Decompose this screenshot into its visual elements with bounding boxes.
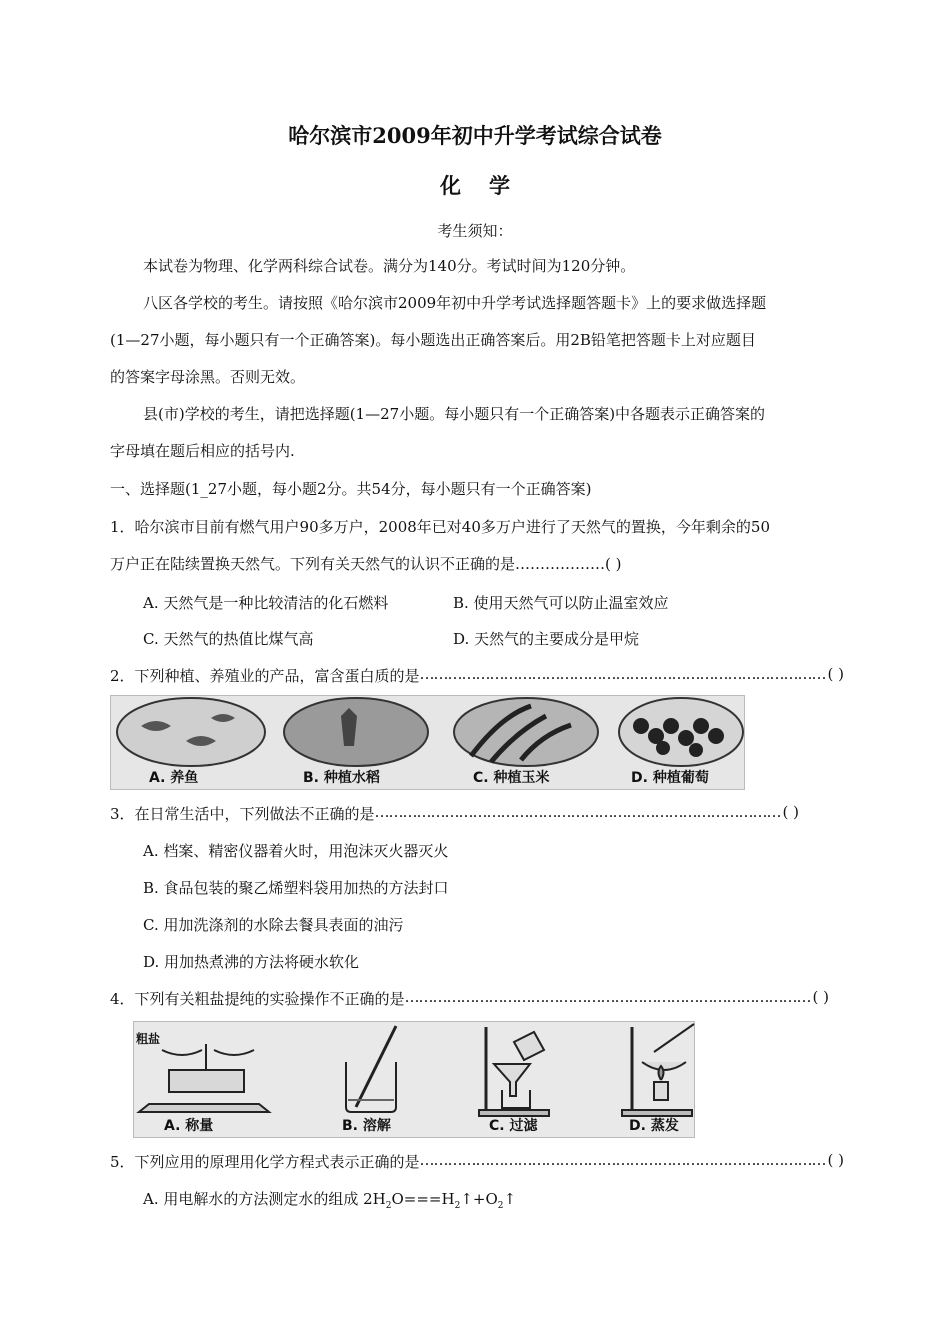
equation-part: ↑+O xyxy=(460,1190,498,1208)
notice-heading: 考生须知： xyxy=(437,222,513,240)
q4-leader-dots: …………………………………………………………………………… xyxy=(404,988,811,1006)
q4-figure xyxy=(133,1021,695,1138)
q4-label-a: A. 称量 xyxy=(164,1118,214,1134)
section-heading: 一、选择题(1_27小题，每小题2分。共54分，每小题只有一个正确答案) xyxy=(110,480,592,498)
q4-label-b: B. 溶解 xyxy=(342,1118,391,1134)
q2-figure xyxy=(110,695,745,790)
q5-option-a-text: A. 用电解水的方法测定水的组成 2H xyxy=(143,1190,386,1208)
q4-label-d: D. 蒸发 xyxy=(629,1118,679,1134)
q3-stem-text: 3．在日常生活中，下列做法不正确的是 xyxy=(110,805,375,823)
instruction-p3-line2: 字母填在题后相应的括号内. xyxy=(110,442,295,460)
q5-leader-dots: …………………………………………………………………………… xyxy=(419,1151,826,1169)
q1-stem-line2: 万户正在陆续置换天然气。下列有关天然气的认识不正确的是………………( ) xyxy=(110,555,622,573)
q1-option-b: B. 使用天然气可以防止温室效应 xyxy=(453,594,669,612)
q2-label-b: B. 种植水稻 xyxy=(303,770,380,786)
q4-label-c: C. 过滤 xyxy=(489,1118,538,1134)
q3-option-a: A. 档案、精密仪器着火时，用泡沫灭火器灭火 xyxy=(143,842,449,860)
q3-stem xyxy=(110,803,800,824)
q3-option-d: D. 用加热煮沸的方法将硬水软化 xyxy=(143,953,360,971)
page-title: 哈尔滨市2009年初中升学考试综合试卷 xyxy=(288,123,662,148)
fish-pond-image xyxy=(117,698,265,766)
q2-stem xyxy=(110,665,845,686)
q2-label-a: A. 养鱼 xyxy=(149,770,199,786)
q1-option-a: A. 天然气是一种比较清洁的化石燃料 xyxy=(143,594,389,612)
q3-option-b: B. 食品包装的聚乙烯塑料袋用加热的方法封口 xyxy=(143,879,449,897)
balance-icon xyxy=(139,1044,269,1112)
evaporation-icon xyxy=(622,1024,694,1116)
subscript: 2 xyxy=(454,1201,461,1211)
instruction-p2-line1: 八区各学校的考生。请按照《哈尔滨市2009年初中升学考试选择题答题卡》上的要求做选择题 xyxy=(143,294,767,312)
instruction-p2-line2: (1—27小题，每小题只有一个正确答案)。每小题选出正确答案后。用2B铅笔把答题卡上对应题目 xyxy=(110,331,756,349)
subject-title: 化学 xyxy=(440,173,538,198)
q4-corner-label: 粗盐 xyxy=(136,1032,161,1046)
q2-label-c: C. 种植玉米 xyxy=(473,770,550,786)
equation-part: ↑ xyxy=(503,1190,517,1208)
q5-stem xyxy=(110,1151,845,1172)
q5-stem-text: 5．下列应用的原理用化学方程式表示正确的是 xyxy=(110,1153,420,1171)
q1-option-c: C. 天然气的热值比煤气高 xyxy=(143,630,314,648)
q1-option-d: D. 天然气的主要成分是甲烷 xyxy=(453,630,640,648)
equation-part: O===H xyxy=(391,1190,455,1208)
subscript: 2 xyxy=(385,1201,392,1211)
q4-stem-text: 4．下列有关粗盐提纯的实验操作不正确的是 xyxy=(110,990,405,1008)
q3-leader-dots: …………………………………………………………………………… xyxy=(374,803,781,821)
instruction-p1: 本试卷为物理、化学两科综合试卷。满分为140分。考试时间为120分钟。 xyxy=(143,257,636,275)
q4-stem xyxy=(110,988,830,1009)
rice-field-image xyxy=(284,698,428,766)
q3-answer-paren: ( ) xyxy=(782,803,800,821)
instruction-p3-line1: 县(市)学校的考生，请把选择题(1—27小题。每小题只有一个正确答案)中各题表示正确答案的 xyxy=(143,405,766,423)
q2-answer-paren: ( ) xyxy=(827,665,845,683)
q1-stem-line1: 1．哈尔滨市目前有燃气用户90多万户，2008年已对40多万户进行了天然气的置换，今年剩余的50 xyxy=(110,518,770,536)
q5-option-a xyxy=(143,1188,516,1211)
q4-apparatus xyxy=(134,1022,694,1137)
q2-leader-dots: …………………………………………………………………………… xyxy=(419,665,826,683)
instruction-p2-line3: 的答案字母涂黑。否则无效。 xyxy=(110,368,306,386)
q2-stem-text: 2．下列种植、养殖业的产品，富含蛋白质的是 xyxy=(110,667,420,685)
beaker-stirring-icon xyxy=(346,1026,396,1112)
q5-answer-paren: ( ) xyxy=(827,1151,845,1169)
q2-label-d: D. 种植葡萄 xyxy=(631,770,709,786)
subscript: 2 xyxy=(497,1201,504,1211)
q3-option-c: C. 用加洗涤剂的水除去餐具表面的油污 xyxy=(143,916,404,934)
filtration-icon xyxy=(479,1027,549,1116)
q4-answer-paren: ( ) xyxy=(812,988,830,1006)
